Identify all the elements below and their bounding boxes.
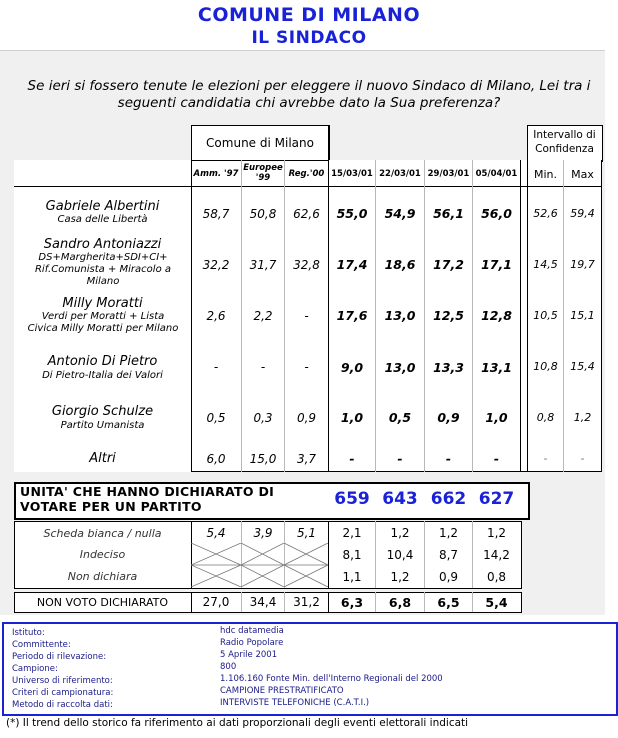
candidate-party: Verdi per Moratti + Lista Civica Milly Moratti per Milano	[27, 311, 179, 334]
non-voto-poll: 6,3	[340, 595, 364, 610]
meta-value: INTERVISTE TELEFONICHE (C.A.T.I.)	[220, 698, 370, 708]
group-header: Comune di Milano	[206, 136, 314, 150]
non-voto-poll: 5,4	[485, 595, 508, 610]
poll-value: 54,9	[384, 206, 416, 221]
lower-poll-value: 2,1	[342, 526, 362, 540]
meta-label: Criteri di campionatura:	[12, 688, 114, 698]
poll-value: 12,8	[481, 308, 512, 323]
candidate-name: Milly Moratti	[62, 296, 143, 311]
poll-value: 1,0	[340, 410, 364, 425]
meta-label: Periodo di rilevazione:	[12, 652, 107, 662]
non-voto-hist: 27,0	[202, 595, 230, 609]
hist-value: -	[304, 309, 309, 323]
ci-min: 14,5	[533, 258, 558, 271]
poll-value: 0,5	[388, 410, 412, 425]
poll-value: 56,0	[481, 206, 512, 221]
methodology-box	[2, 622, 618, 716]
poll-value: 0,9	[437, 410, 460, 425]
col-header-date-3: 29/03/01	[427, 169, 470, 179]
lower-row-label: Scheda bianca / nulla	[43, 527, 162, 540]
poll-value: 13,0	[384, 308, 416, 323]
lower-poll-value: 8,1	[342, 548, 362, 562]
poll-value: 13,0	[384, 360, 416, 375]
footnote: (*) Il trend dello storico fa riferimento ai dati proporzionali degli eventi elettorali indicati	[6, 717, 469, 729]
hist-value: -	[304, 360, 309, 374]
poll-value: -	[349, 451, 355, 466]
meta-label: Universo di riferimento:	[12, 676, 113, 686]
non-voto-hist: 34,4	[249, 595, 277, 609]
col-header-max: Max	[571, 168, 594, 181]
hist-value: 58,7	[202, 207, 230, 221]
survey-question: Se ieri si fossero tenute le elezioni per eleggere il nuovo Sindaco di Milano, Lei tra i seguenti candidatia chi avrebbe dato la Sua preferenza?	[27, 78, 591, 111]
col-header-min: Min.	[533, 168, 557, 181]
poll-value: -	[493, 451, 500, 466]
unita-value: 627	[478, 489, 515, 509]
lower-poll-value: 8,7	[438, 548, 459, 562]
ci-min: 10,5	[533, 309, 558, 322]
ci-max: 15,1	[570, 309, 595, 322]
candidate-name: Altri	[89, 451, 116, 466]
meta-value: CAMPIONE PRESTRATIFICATO	[220, 686, 344, 696]
ci-max: -	[580, 452, 585, 465]
candidate-party: Casa delle Libertà	[57, 214, 148, 225]
lower-poll-value: 0,8	[486, 570, 507, 584]
candidate-name: Antonio Di Pietro	[47, 354, 158, 369]
meta-value: Radio Popolare	[220, 638, 284, 648]
poll-value: 17,1	[481, 257, 512, 272]
ci-max: 19,7	[570, 258, 595, 271]
col-header-date-4: 05/04/01	[475, 169, 518, 179]
candidate-party: Partito Umanista	[60, 420, 145, 431]
meta-value: 5 Aprile 2001	[220, 650, 278, 660]
meta-value: hdc datamedia	[220, 626, 284, 636]
lower-poll-value: 1,2	[438, 526, 459, 540]
poll-value: 17,6	[336, 308, 368, 323]
hist-value: 62,6	[293, 207, 320, 221]
poll-value: -	[445, 451, 452, 466]
meta-label: Campione:	[12, 664, 58, 674]
poll-value: 17,2	[433, 257, 464, 272]
poll-value: 1,0	[485, 410, 508, 425]
hist-value: -	[213, 360, 219, 374]
lower-row-label: Indeciso	[79, 548, 126, 561]
hist-value: 0,9	[296, 411, 317, 425]
lower-poll-value: 1,2	[486, 526, 507, 540]
poll-value: 13,3	[433, 360, 464, 375]
page-subtitle: IL SINDACO	[251, 28, 367, 48]
ci-min: 0,8	[536, 411, 555, 424]
lower-poll-value: 0,9	[438, 570, 459, 584]
hist-value: 32,2	[202, 258, 230, 272]
hist-value: -	[260, 360, 266, 374]
unita-value: 662	[430, 489, 467, 509]
meta-label: Metodo di raccolta dati:	[12, 700, 113, 710]
poll-value: 56,1	[433, 206, 464, 221]
unita-value: 659	[334, 489, 370, 509]
unita-label: UNITA' CHE HANNO DICHIARATO DI VOTARE PER UN PARTITO	[20, 484, 275, 514]
hist-value: 6,0	[206, 452, 226, 466]
candidate-party: Di Pietro-Italia dei Valori	[42, 370, 163, 381]
hist-value: 2,2	[253, 309, 273, 323]
meta-value: 800	[220, 662, 237, 672]
hist-value: 0,5	[206, 411, 226, 425]
ci-min: 10,8	[533, 360, 558, 373]
lower-row-label: Non dichiara	[67, 570, 138, 583]
col-header-date-1: 15/03/01	[331, 169, 373, 179]
poll-value: -	[397, 451, 403, 466]
candidate-name: Gabriele Albertini	[45, 199, 160, 214]
lower-poll-value: 10,4	[386, 548, 414, 562]
lower-hist-value: 5,1	[296, 526, 317, 540]
col-header-europee99: Europee '99	[243, 163, 283, 183]
page-title: COMUNE DI MILANO	[197, 4, 421, 26]
candidate-name: Sandro Antoniazzi	[43, 237, 162, 252]
lower-hist-value: 5,4	[206, 526, 226, 540]
non-voto-label: NON VOTO DICHIARATO	[36, 596, 169, 609]
hist-value: 0,3	[253, 411, 273, 425]
non-voto-poll: 6,8	[388, 595, 412, 610]
hist-value: 2,6	[206, 309, 226, 323]
hist-value: 32,8	[293, 258, 320, 272]
col-header-amm97: Amm. '97	[193, 169, 239, 179]
crossed-cells	[191, 543, 329, 587]
lower-hist-value: 3,9	[253, 526, 273, 540]
poll-value: 13,1	[481, 360, 512, 375]
ci-min: 52,6	[533, 207, 558, 220]
hist-value: 31,7	[249, 258, 277, 272]
lower-poll-value: 1,2	[390, 570, 410, 584]
ci-header: Intervallo di Confidenza	[533, 129, 596, 155]
poll-value: 17,4	[336, 257, 368, 272]
non-voto-hist: 31,2	[293, 595, 320, 609]
poll-value: 12,5	[433, 308, 464, 323]
poll-value: 55,0	[336, 206, 368, 221]
non-voto-poll: 6,5	[437, 595, 460, 610]
candidate-name: Giorgio Schulze	[51, 404, 154, 419]
ci-min: -	[543, 452, 548, 465]
hist-value: 3,7	[296, 452, 317, 466]
lower-poll-value: 14,2	[483, 548, 510, 562]
col-header-reg00: Reg.'00	[288, 169, 325, 179]
lower-poll-value: 1,1	[342, 570, 362, 584]
poll-value: 18,6	[384, 257, 416, 272]
lower-poll-value: 1,2	[390, 526, 410, 540]
hist-value: 15,0	[249, 452, 277, 466]
poll-value: 9,0	[340, 360, 364, 375]
ci-max: 1,2	[573, 411, 592, 424]
hist-value: 50,8	[249, 207, 277, 221]
col-header-date-2: 22/03/01	[379, 169, 421, 179]
candidate-party: DS+Margherita+SDI+CI+ Rif.Comunista + Miracolo a Milano	[34, 252, 171, 287]
unita-value: 643	[382, 489, 418, 509]
meta-label: Committente:	[12, 640, 71, 650]
ci-max: 15,4	[570, 360, 595, 373]
meta-label: Istituto:	[12, 628, 45, 638]
ci-max: 59,4	[570, 207, 595, 220]
meta-value: 1.106.160 Fonte Min. dell'Interno Regionali del 2000	[220, 674, 443, 684]
